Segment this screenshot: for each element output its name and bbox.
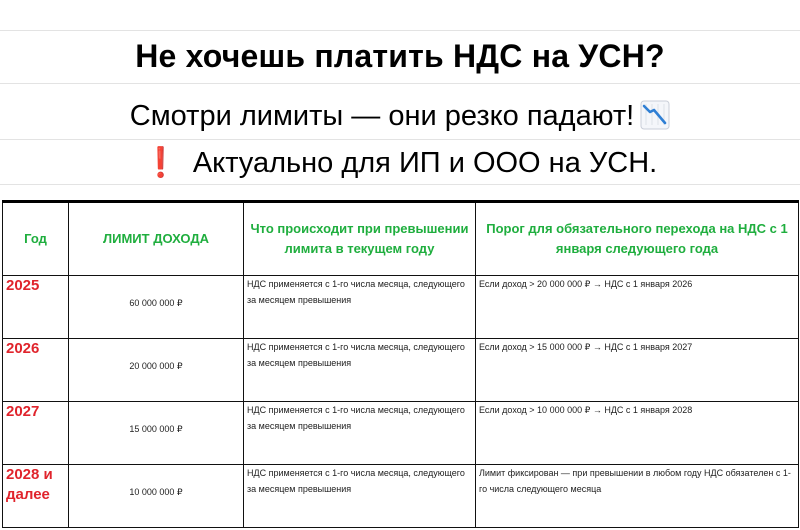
what-happens-cell: НДС применяется с 1-го числа месяца, следующего за месяцем превышения — [244, 276, 476, 339]
what-happens-cell: НДС применяется с 1-го числа месяца, следующего за месяцем превышения — [244, 402, 476, 465]
table-row — [3, 339, 799, 402]
column-header-what-happens: Что происходит при превышении лимита в текущем году — [244, 202, 476, 276]
year-cell: 2026 — [3, 339, 69, 402]
note-line — [0, 146, 800, 180]
what-happens-cell: НДС применяется с 1-го числа месяца, следующего за месяцем превышения — [244, 465, 476, 528]
note-text: Актуально для ИП и ООО на УСН. — [192, 147, 658, 179]
limit-cell: 60 000 000 ₽ — [69, 276, 244, 339]
limit-cell: 15 000 000 ₽ — [69, 402, 244, 465]
table-row — [3, 402, 799, 465]
chart-decreasing-icon — [640, 100, 670, 130]
subtitle-text: Смотри лимиты — они резко падают! — [129, 100, 635, 132]
threshold-cell: Если доход > 15 000 000 ₽ → НДС с 1 января 2027 — [476, 339, 799, 402]
exclamation-icon: ❗ — [142, 147, 179, 179]
page-title: Не хочешь платить НДС на УСН? — [135, 38, 665, 74]
threshold-cell: Лимит фиксирован — при превышении в любом году НДС обязателен с 1-го числа следующего месяца — [476, 465, 799, 528]
table-row — [3, 276, 799, 339]
limit-cell: 10 000 000 ₽ — [69, 465, 244, 528]
threshold-cell: Если доход > 20 000 000 ₽ → НДС с 1 января 2026 — [476, 276, 799, 339]
threshold-cell: Если доход > 10 000 000 ₽ → НДС с 1 января 2028 — [476, 402, 799, 465]
column-header-threshold: Порог для обязательного перехода на НДС с 1 января следующего года — [476, 202, 799, 276]
year-cell: 2027 — [3, 402, 69, 465]
year-cell: 2028 и далее — [3, 465, 69, 528]
limits-table — [2, 200, 799, 528]
limit-cell: 20 000 000 ₽ — [69, 339, 244, 402]
subtitle-line — [0, 100, 800, 133]
column-header-year: Год — [3, 202, 69, 276]
table-row — [3, 465, 799, 528]
what-happens-cell: НДС применяется с 1-го числа месяца, следующего за месяцем превышения — [244, 339, 476, 402]
table-header-row — [3, 202, 799, 276]
year-cell: 2025 — [3, 276, 69, 339]
column-header-limit: ЛИМИТ ДОХОДА — [69, 202, 244, 276]
